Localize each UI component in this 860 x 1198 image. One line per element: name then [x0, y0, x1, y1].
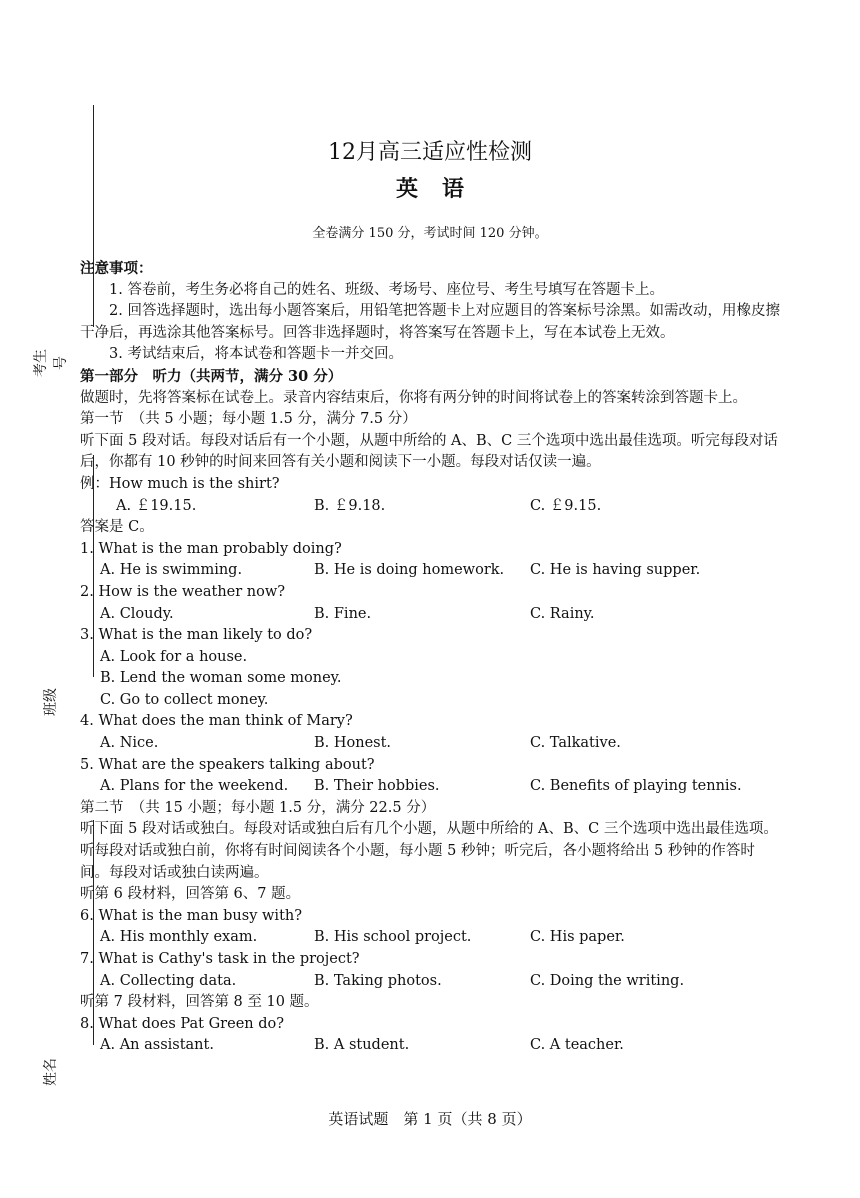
question-1: 1. What is the man probably doing? [80, 540, 342, 557]
option-a: A. Collecting data. [100, 972, 237, 989]
question-7-options [80, 971, 780, 993]
option-b: B. He is doing homework. [314, 562, 505, 579]
question-8: 8. What does Pat Green do? [80, 1015, 285, 1032]
option-a: A. Cloudy. [100, 605, 174, 622]
question-7: 7. What is Cathy's task in the project? [80, 951, 360, 967]
example-question: 例：How much is the shirt? [80, 475, 280, 492]
option-c: C. Rainy. [530, 605, 595, 622]
notice-item-1: 1. 答卷前，考生务必将自己的姓名、班级、考场号、座位号、考生号填写在答题卡上。 [109, 281, 664, 298]
example-option-c: C. ￡9.15. [530, 497, 602, 514]
option-a: A. He is swimming. [100, 562, 243, 579]
class-label: 班级 [43, 688, 59, 716]
notice-heading: 注意事项： [80, 260, 153, 277]
material-6: 听第 6 段材料，回答第 6、7 题。 [80, 886, 301, 903]
part1-instruction: 做题时，先将答案标在试卷上。录音内容结束后，你将有两分钟的时间将试卷上的答案转涂到答题卡上。 [80, 389, 747, 406]
question-2: 2. How is the weather now? [80, 583, 286, 600]
question-4: 4. What does the man think of Mary? [80, 713, 353, 730]
option-a: A. His monthly exam. [100, 929, 258, 946]
question-8-options [80, 1035, 780, 1057]
option-b: B. Lend the woman some money. [100, 670, 342, 687]
section2-heading: 第二节 （共 15 小题；每小题 1.5 分，满分 22.5 分） [80, 799, 436, 816]
exam-content [80, 258, 780, 1057]
option-c: C. His paper. [530, 929, 625, 946]
question-4-options [80, 733, 780, 755]
question-5: 5. What are the speakers talking about? [80, 756, 375, 773]
option-c: C. Talkative. [530, 735, 621, 752]
notice-item-3: 3. 考试结束后，将本试卷和答题卡一并交回。 [109, 346, 403, 363]
option-a: A. Look for a house. [100, 648, 248, 665]
notice-item-2: 2. 回答选择题时，选出每小题答案后，用铅笔把答题卡上对应题目的答案标号涂黑。如需改动，用橡皮擦干净后，再选涂其他答案标号。回答非选择题时，将答案写在答题卡上，写在本试卷上无效。 [80, 303, 780, 341]
exam-title: 12月高三适应性检测 [328, 140, 532, 165]
option-c: C. Go to collect money. [100, 691, 269, 708]
page-footer: 英语试题 第 1 页（共 8 页） [328, 1110, 532, 1128]
option-c: C. He is having supper. [530, 562, 701, 579]
option-c: C. A teacher. [530, 1037, 624, 1054]
question-6-options [80, 927, 780, 949]
example-option-a: A. ￡19.15. [116, 497, 197, 514]
question-6: 6. What is the man busy with? [80, 907, 303, 924]
option-b: B. Fine. [314, 605, 372, 622]
option-a: A. Plans for the weekend. [100, 778, 289, 795]
option-c: C. Benefits of playing tennis. [530, 778, 742, 795]
option-a: A. An assistant. [100, 1037, 214, 1054]
option-c: C. Doing the writing. [530, 972, 685, 989]
section1-instruction: 听下面 5 段对话。每段对话后有一个小题，从题中所给的 A、B、C 三个选项中选出最佳选项。听完每段对话后，你都有 10 秒钟的时间来回答有关小题和阅读下一小题。每段对话仅读一遍。 [80, 432, 778, 471]
score-info: 全卷满分 150 分，考试时间 120 分钟。 [312, 226, 548, 241]
section1-heading: 第一节 （共 5 小题；每小题 1.5 分，满分 7.5 分） [80, 411, 417, 428]
example-option-b: B. ￡9.18. [314, 497, 386, 514]
option-b: B. Taking photos. [314, 972, 442, 989]
option-a: A. Nice. [100, 735, 159, 752]
option-b: B. Their hobbies. [314, 778, 440, 795]
question-5-options [80, 776, 780, 798]
material-7: 听第 7 段材料，回答第 8 至 10 题。 [80, 994, 319, 1011]
example-answer: 答案是 C。 [80, 519, 154, 536]
option-b: B. Honest. [314, 735, 392, 752]
name-label: 姓名 [43, 1058, 59, 1086]
option-b: B. A student. [314, 1037, 410, 1054]
subject-title: 英语 [395, 176, 488, 202]
question-2-options [80, 604, 780, 626]
question-3: 3. What is the man likely to do? [80, 627, 313, 644]
section2-instruction: 听下面 5 段对话或独白。每段对话或独白后有几个小题，从题中所给的 A、B、C 三个选项中选出最佳选项。听每段对话或独白前，你将有时间阅读各个小题，每小题 5 秒钟；听完后，各小题将给出 5 秒钟的作答时间。每段对话或独白读两遍。 [80, 821, 778, 881]
option-b: B. His school project. [314, 929, 472, 946]
exam-no-label: 考生号 [33, 349, 69, 377]
question-1-options [80, 560, 780, 582]
part1-heading: 第一部分 听力（共两节，满分 30 分） [80, 367, 343, 385]
example-options [80, 496, 780, 518]
